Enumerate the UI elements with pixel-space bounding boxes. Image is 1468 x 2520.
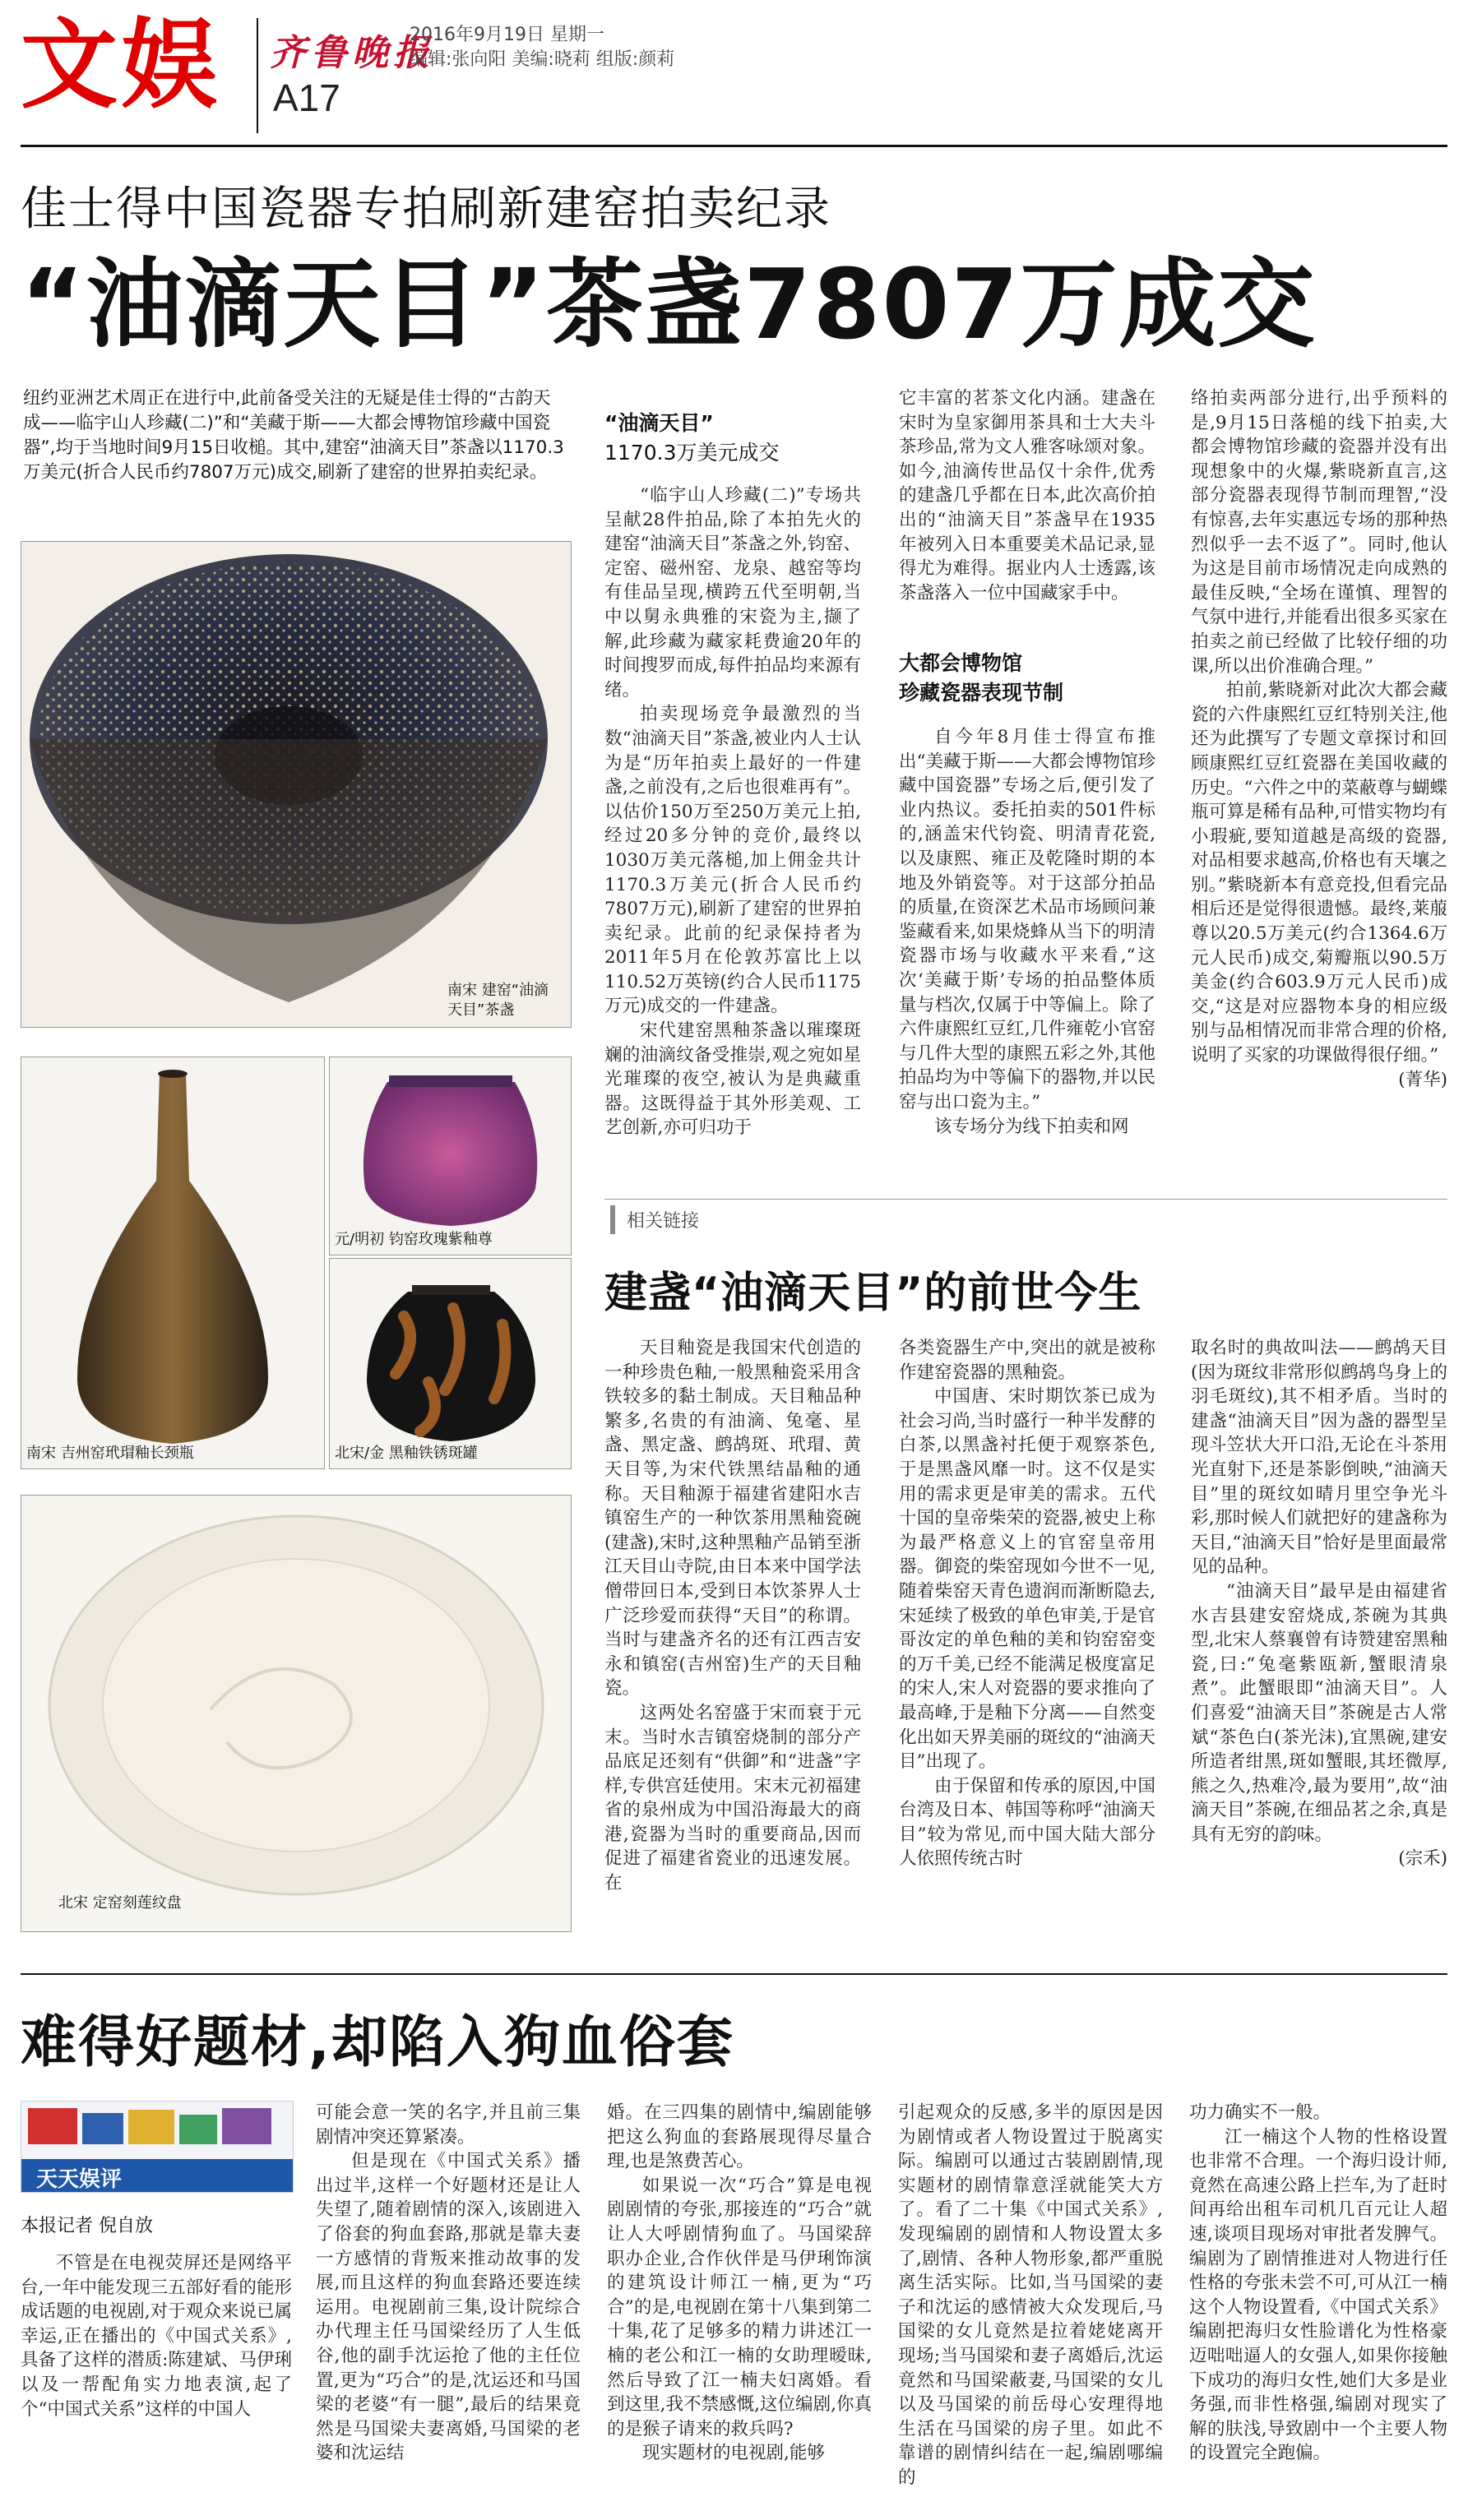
article3-col2 [607, 2101, 872, 2466]
paragraph: 该专场分为线下拍卖和网 [934, 1116, 1129, 1137]
bowl-image [21, 541, 572, 1028]
paragraph: 引起观众的反感,多半的原因是因为剧情或者人物设置过于脱离实际。编剧可以通过古装剧剧情,现实题材的剧情靠意淫就能笑大方了。看了二十集《中国式关系》,发现编剧的剧情和人物设置太多了,剧情、各种人物形象,都严重脱离生活实际。比如,当马国梁的妻子和沈运的感情被大众发现后,马国梁的女儿竟然是拉着姥姥离开现场;当马国梁和妻子离婚后,沈运竟然和马国梁蔽妻,马国梁的女儿以及马国梁的前岳母心安理得地生活在马国梁的房子里。如此不靠谱的剧情纠结在一起,编剧哪编的 [898, 2102, 1163, 2488]
paragraph: 取名时的典故叫法——鹧鸪天目(因为斑纹非常形似鹧鸪鸟身上的羽毛斑纹),其不相矛盾。当时的建盏“油滴天目”因为盏的器型呈现斗笠状大开口沿,无论在斗茶用光直射下,还是茶影倒映,“油滴天目”里的斑纹如晴月里空争光斗彩,那时候人们就把好的建盏称为天目,“油滴天目”恰好是里面最常见的品种。 [1191, 1338, 1447, 1578]
article3-col0 [21, 2251, 292, 2421]
article3-headline: 难得好题材,却陷入狗血俗套 [21, 2010, 734, 2075]
article3-col3 [898, 2101, 1163, 2490]
article2-col2 [899, 1336, 1155, 1871]
plate-image [21, 1495, 572, 1932]
subhead-1b: 1170.3万美元成交 [604, 441, 780, 465]
section-rule [604, 1199, 1447, 1200]
jar-image [329, 1258, 572, 1469]
article-headline: “油滴天目”茶盏7807万成交 [21, 247, 1317, 361]
vase-caption: 南宋 吉州窑玳瑁釉长颈瓶 [26, 1445, 194, 1462]
vase-image [21, 1057, 325, 1469]
paragraph: 自今年8月佳士得宣布推出“美藏于斯——大都会博物馆珍藏中国瓷器”专场之后,便引发了业内热议。委托拍卖的501件标的,涵盖宋代钧瓷、明清青花瓷,以及康熙、雍正及乾隆时期的本地及外销瓷等。对于这部分拍品的质量,在资深艺术品市场顾问兼鉴藏看来,如果烧蜂从当下的明清瓷器市场与收藏水平来看,“这次‘美藏于斯’专场的拍品整体质量与档次,仅属于中等偏上。除了六件康熙红豆红,几件雍乾小官窑与几件大型的康熙五彩之外,其他拍品均为中等偏下的器物,并以民窑与出口瓷为主。” [899, 727, 1155, 1112]
paragraph: 这两处名窑盛于宋而衰于元末。当时水吉镇窑烧制的部分产品底足还刻有“供御”和“进盏”字样,专供宫廷使用。宋末元初福建省的泉州成为中国沿海最大的商港,瓷器为当时的重要商品,因而促进了福建省瓷业的迅速发展。在 [604, 1702, 861, 1894]
paragraph: 可能会意一笑的名字,并且前三集剧情冲突还算紧凑。 [316, 2102, 581, 2148]
bowl-illustration [21, 542, 571, 1027]
article2-headline: 建盏“油滴天目”的前世今生 [604, 1269, 1142, 1318]
article2-col1 [604, 1336, 861, 1896]
masthead-divider [257, 18, 258, 133]
section-rule [21, 1973, 1447, 1975]
plate-caption: 北宋 定窑刻莲纹盘 [58, 1894, 182, 1912]
plate-illustration [21, 1496, 571, 1931]
vase-illustration [21, 1057, 324, 1468]
author-credit: (菁华) [1398, 1069, 1447, 1090]
paragraph: “油滴天目”最早是由福建省水吉县建安窑烧成,茶碗为其典型,北宋人蔡襄曾有诗赞建窑黑釉瓷,曰:“兔毫紫瓯新,蟹眼清泉煮”。此蟹眼即“油滴天目”。人们喜爱“油滴天目”茶碗是古人常斌“茶色白(茶光沫),宜黑碗,建安所造者绀黑,斑如蟹眼,其坯微厚,熊之久,热难冷,最为要用”,故“油滴天目”茶碗,在细品茗之余,真是具有无穷的韵味。 [1191, 1580, 1447, 1845]
subhead-1: “油滴天目” [604, 411, 714, 435]
paragraph: 功力确实不一般。 [1189, 2102, 1331, 2123]
byline: 本报记者 倪自放 [21, 2216, 153, 2236]
paragraph: 由于保留和传承的原因,中国台湾及日本、韩国等称呼“油滴天目”较为常见,而中国大陆大部分人依照传统古时 [899, 1775, 1155, 1870]
date-line: 2016年9月19日 星期一 [410, 25, 604, 45]
masthead-rule [21, 145, 1447, 147]
paragraph: 拍前,紫晓新对此次大都会藏瓷的六件康熙红豆红特别关注,他还为此撰写了专题文章探讨和回顾康熙红豆红瓷器在美国收藏的历史。“六件之中的菜蔽尊与蝴蝶瓶可算是稀有品种,可惜实物均有小瑕疵,要知道越是高级的瓷器,对品相要求越高,价格也有天壤之别。”紫晓新本有意竞投,但看完品相后还是觉得很遗憾。最终,莱菔尊以20.5万美元(约合1364.6万元人民币)成交,菊瓣瓶以90.5万美金(约合603.9万元人民币)成交,“这是对应器物本身的相应级别与品相情况而非常合理的价格,说明了买家的功课做得很仔细。” [1191, 680, 1447, 1066]
bowl-caption: 南宋 建窑“油滴天目”茶盏 [447, 982, 549, 1019]
paragraph: “临宇山人珍藏(二)”专场共呈献28件拍品,除了本拍先火的建窑“油滴天目”茶盏之外,钧窑、定窑、磁州窑、龙泉、越窑等均有佳品呈现,横跨五代至明朝,当中以舅永典雅的宋瓷为主,撷了解,此珍藏为藏家耗费逾20年的时间搜罗而成,每件拍品均来源有绪。 [604, 485, 861, 701]
paragraph: 它丰富的茗茶文化内涵。建盏在宋时为皇家御用茶具和士大夫斗茶珍品,常为文人雅客咏颂对象。如今,油滴传世品仅十余件,优秀的建盏几乎都在日本,此次高价拍出的“油滴天目”茶盏早在1935年被列入日本重要美术品记录,显得尤为难得。据业内人士透露,该茶盏落入一位中国藏家手中。 [899, 388, 1155, 603]
paragraph: 拍卖现场竞争最激烈的当数“油滴天目”茶盏,被业内人士认为是“历年拍卖上最好的一件建盏,之前没有,之后也很难再有”。以估价150万至250万美元上拍,经过20多分钟的竞价,最终以1030万美元落槌,加上佣金共计1170.3万美元(折合人民币约7807万元),刷新了建窑的世界拍卖纪录。此前的纪录保持者为2011年5月在伦敦苏富比上以110.52万英镑(约合人民币1175万元)成交的一件建盏。 [604, 704, 861, 1017]
article1-col1 [604, 483, 861, 1140]
paragraph: 天目釉瓷是我国宋代创造的一种珍贵色釉,一般黑釉瓷采用含铁较多的黏土制成。天目釉品种繁多,名贵的有油滴、兔毫、星盏、黑定盏、鹧鸪斑、玳瑁、黄天目等,为宋代铁黑结晶釉的通称。天目釉源于福建省建阳水吉镇窑生产的一种饮茶用黑釉瓷碗(建盏),宋时,这种黑釉产品销至浙江天目山寺院,由日本来中国学法僧带回日本,受到日本饮茶界人士广泛珍爱而获得“天目”的称谓。当时与建盏齐名的还有江西吉安永和镇窑(吉州窑)生产的天目釉瓷。 [604, 1338, 861, 1699]
article3-col1 [316, 2101, 581, 2466]
paragraph: 各类瓷器生产中,突出的就是被称作建窑瓷器的黑釉瓷。 [899, 1338, 1155, 1383]
zun-image [329, 1057, 572, 1255]
page-number: A17 [273, 76, 340, 119]
author-credit: (宗禾) [1398, 1848, 1447, 1870]
article1-col2b [899, 725, 1155, 1139]
article3-col4 [1189, 2101, 1447, 2466]
column-banner [21, 2101, 294, 2193]
paragraph: 现实题材的电视剧,能够 [642, 2443, 825, 2464]
related-link-tag: 相关链接 [610, 1205, 711, 1234]
article1-col3 [1191, 386, 1447, 1092]
paragraph: 络拍卖两部分进行,出乎预料的是,9月15日落槌的线下拍卖,大都会博物馆珍藏的瓷器并没有出现想象中的火爆,紫晓新直言,这部分瓷器表现得节制而理智,“没有惊喜,去年实惠远专场的那种热烈似乎一去不返了”。同时,他认为这是目前市场情况走向成熟的最佳反映,“全场在谨慎、理智的气氛中进行,并能看出很多买家在拍卖之前已经做了比较仔细的功课,所以出价准确合理。” [1191, 388, 1447, 677]
jar-caption: 北宋/金 黑釉铁锈斑罐 [335, 1445, 478, 1462]
paragraph: 如果说一次“巧合”算是电视剧剧情的夸张,那接连的“巧合”就让人大呼剧情狗血了。马国梁辞职办企业,合作伙伴是马伊琍饰演的建筑设计师江一楠,更为“巧合”的是,电视剧在第十八集到第二十集,花了足够多的精力讲述江一楠的老公和江一楠的女助理暧昧,然后导致了江一楠夫妇离婚。看到这里,我不禁感慨,这位编剧,你真的是猴子请来的救兵吗? [607, 2175, 872, 2439]
section-title: 文娱 [21, 8, 222, 122]
article2-col3 [1191, 1336, 1447, 1871]
paragraph: 宋代建窑黑釉茶盏以璀璨斑斓的油滴纹备受推崇,观之宛如星光璀璨的夜空,被认为是典藏重器。这既得益于其外形美观、工艺创新,亦可归功于 [604, 1020, 861, 1139]
jar-illustration [330, 1259, 571, 1468]
paragraph: 不管是在电视荧屏还是网络平台,一年中能发现三五部好看的能形成话题的电视剧,对于观众来说已属幸运,正在播出的《中国式关系》,具备了这样的潜质:陈建斌、马伊琍以及一帮配角实力地表演,起了个“中国式关系”这样的中国人 [21, 2253, 292, 2420]
paragraph: 但是现在《中国式关系》播出过半,这样一个好题材还是让人失望了,随着剧情的深入,该剧进入了俗套的狗血套路,那就是靠夫妻一方感情的背叛来推动故事的发展,而且这样的狗血套路还要连续运用。电视剧前三集,设计院综合办代理主任马国梁经历了人生低谷,他的副手沈运抢了他的主任位置,更为“巧合”的是,沈运还和马国梁的老婆“有一腿”,最后的结果竟然是马国梁夫妻离婚,马国梁的老婆和沈运结 [316, 2151, 581, 2464]
article-lead: 纽约亚洲艺术周正在进行中,此前备受关注的无疑是佳士得的“古韵天成——临宇山人珍藏(二)”和“美藏于斯——大都会博物馆珍藏中国瓷器”,均于当地时间9月15日收槌。其中,建窑“油滴天目”茶盏以1170.3万美元(折合人民币约7807万元)成交,刷新了建窑的世界拍卖纪录。 [23, 388, 564, 483]
paragraph: 中国唐、宋时期饮茶已成为社会习尚,当时盛行一种半发酵的白茶,以黑盏衬托便于观察茶色,于是黑盏风靡一时。这不仅是实用的需求更是审美的需求。五代十国的皇帝柴荣的瓷器,被史上称为最严格意义上的官窑皇帝用器。御瓷的柴窑现如今世不一见,随着柴窑天青色遗润而渐断隐去,宋延续了极致的单色审美,于是官哥汝定的单色釉的美和钧窑窑变的万千美,已经不能满足极度富足的宋人,宋人对瓷器的要求推向了最高峰,于是釉下分离——自然变化出如天界美丽的斑纹的“油滴天目”出现了。 [899, 1386, 1155, 1773]
paragraph: 婚。在三四集的剧情中,编剧能够把这么狗血的套路展现得尽量合理,也是煞费苦心。 [607, 2102, 872, 2172]
newspaper-logo: 齐鲁晚报 [270, 32, 434, 74]
subhead-2: 大都会博物馆 [899, 651, 1023, 675]
staff-line: 编辑:张向阳 美编:晓莉 组版:颜莉 [410, 49, 675, 70]
jar-illustration [330, 1057, 571, 1255]
column-name: 天天娱评 [36, 2167, 123, 2192]
subhead-2b: 珍藏瓷器表现节制 [899, 681, 1064, 705]
article-kicker: 佳士得中国瓷器专拍刷新建窑拍卖纪录 [21, 183, 831, 234]
article1-col2 [899, 386, 1155, 605]
paragraph: 江一楠这个人物的性格设置也非常不合理。一个海归设计师,竟然在高速公路上拦车,为了赶时间再给出租车司机几百元让人超速,谈项目现场对审批者发脾气。编剧为了剧情推进对人物进行任性格的夸张未尝不可,可从江一楠这个人物设置看,《中国式关系》编剧把海归女性脸谱化为性格豪迈咄咄逼人的女强人,如果你接触下成功的海归女性,她们大多是业务强,而非性格强,编剧对现实了解的肤浅,导致剧中一个主要人物的设置完全跑偏。 [1189, 2126, 1447, 2464]
zun-caption: 元/明初 钧窑玫瑰紫釉尊 [335, 1231, 493, 1248]
